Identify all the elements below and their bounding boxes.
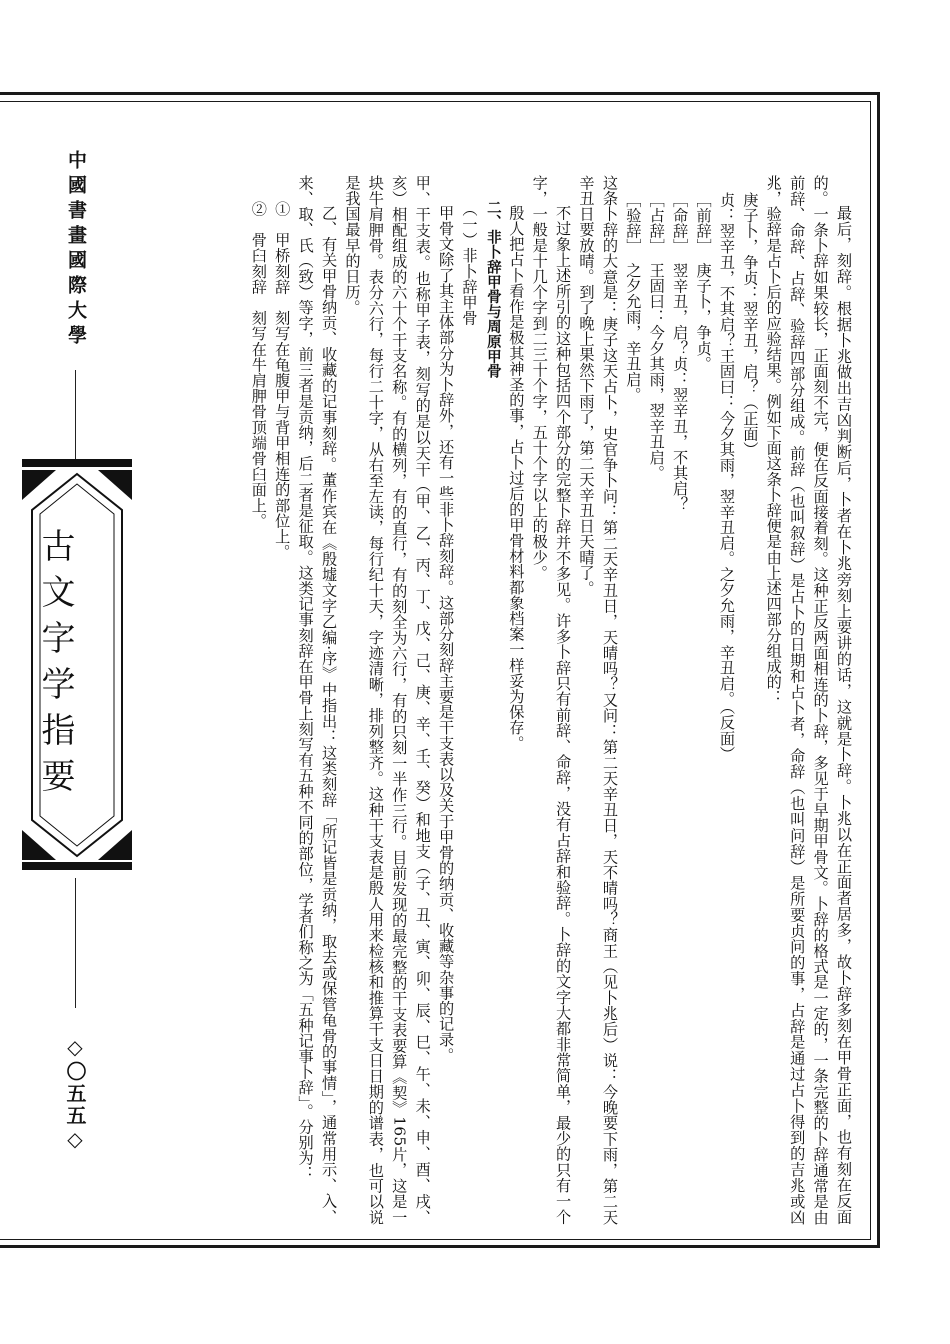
left-sidebar	[0, 0, 120, 1344]
paragraph-inscriptions: 最后，刻辞。根据卜兆做出吉凶判断后，卜者在卜兆旁刻上要讲的话，这就是卜辞。卜兆以在正面者居多，故卜辞多刻在甲骨正面，也有刻在反面的。一条卜辞如果较长，正面刻不完，便在反面接着刻。这种正反两面相连的卜辞，多见于早期甲骨文。卜辞的格式是一定的，一条完整的卜辞通常是由前辞、命辞、占辞、验辞四部分组成。前辞（也叫叙辞）是占卜的日期和占卜者，命辞（也叫问辞）是所要贞问的事，占辞是通过占卜得到的吉兆或凶兆，验辞是占卜后的应验结果。例如下面这条卜辞便是由上述四部分组成的：	[764, 175, 853, 1225]
cartouche-bar-bottom	[22, 862, 132, 870]
page-number: ◇〇五五◇	[63, 1035, 87, 1153]
example-charge: ［命辞］ 翌辛丑，启？贞：翌辛丑，不其启？	[671, 191, 690, 512]
section-heading: 二、非卜辞甲骨与周原甲骨	[484, 199, 501, 379]
cartouche-bar-top	[22, 459, 132, 467]
paragraph-non-divination: 甲骨文除了其主体部分为卜辞外，还有一些非卜辞刻辞。这部分刻辞主要是干支表以及关于甲骨的纳贡、收藏等杂事的记录。	[437, 205, 456, 1064]
list-item: ① 甲桥刻辞 刻写在龟腹甲与背甲相连的部位上。	[273, 200, 292, 560]
school-name: 中國書畫國際大學	[65, 150, 87, 350]
example-verification: ［验辞］ 之夕允雨，辛丑启。	[624, 191, 643, 403]
sidebar-rule-top	[75, 370, 76, 460]
list-item: ② 骨臼刻辞 刻写在牛肩胛骨顶端骨臼面上。	[249, 200, 268, 529]
example-preface: ［前辞］ 庚子卜，争贞。	[694, 191, 713, 372]
book-title: 古文字学指要	[35, 528, 75, 804]
paragraph-meaning: 这条卜辞的大意是：庚子这天占卜，史官争卜问：第二天辛丑日，天晴吗？又问：第二天辛丑日，天不晴吗？商王（见卜兆后）说：今晚要下雨，第二天辛丑日要放晴。到了晚上果然下雨了，第二天辛丑日天晴了。	[577, 175, 619, 1225]
example-back: 贞：翌辛丑，不其启？王固曰：今夕其雨，翌辛丑启。之夕允雨，辛丑启。（反面）	[717, 191, 736, 762]
paragraph-preservation: 殷人把占卜看作是极其神圣的事，占卜过后的甲骨材料都象档案一样妥为保存。	[507, 205, 526, 752]
sidebar-rule-bottom	[75, 878, 76, 1008]
example-front: 庚子卜，争贞：翌辛丑，启？（正面）	[741, 191, 760, 457]
subsection-heading: （一）非卜辞甲骨	[460, 200, 479, 326]
example-prognostication: ［占辞］ 王固曰：今夕其雨，翌辛丑启。	[647, 191, 666, 481]
paragraph-ganzhi-table: 甲、干支表。也称甲子表，刻写的是以天干（甲、乙、丙、丁、戊、己、庚、辛、壬、癸）和地支（子、丑、寅、卯、辰、巳、午、未、申、酉、戌、亥）相配组成的六十个干支名称。有的横列，有的直行，有的刻全为六行，有的只刻一半作三行。目前发现的最完整的干支表要算《契》165片，这是一块牛肩胛骨。表分六行，每行二十字，从右至左读，每行纪十天，字迹清晰，排列整齐。这种干支表是殷人用来检核和推算干支日日期的谱表，也可以说是我国最早的日历。	[343, 175, 432, 1225]
main-text	[150, 175, 855, 1225]
paragraph-records: 乙、有关甲骨纳贡、收藏的记事刻辞。董作宾在《殷墟文字乙编·序》中指出：这类刻辞「所记皆是贡纳，取去或保管龟骨的事情」，通常用示、入、来、取、氏（致）等字，前三者是贡纳，后二者是征取。这类记事刻辞在甲骨上刻写有五种不同的部位，学者们称之为「五种记事卜辞」。分别为：	[296, 175, 339, 1225]
paragraph-completeness: 不过象上述所引的这种包括四个部分的完整卜辞并不多见。许多卜辞只有前辞、命辞，没有占辞和验辞。卜辞的文字大都非常简单，最少的只有一个字，一般是十几个字到二三十个字，五十个字以上的极少。	[530, 175, 573, 1225]
